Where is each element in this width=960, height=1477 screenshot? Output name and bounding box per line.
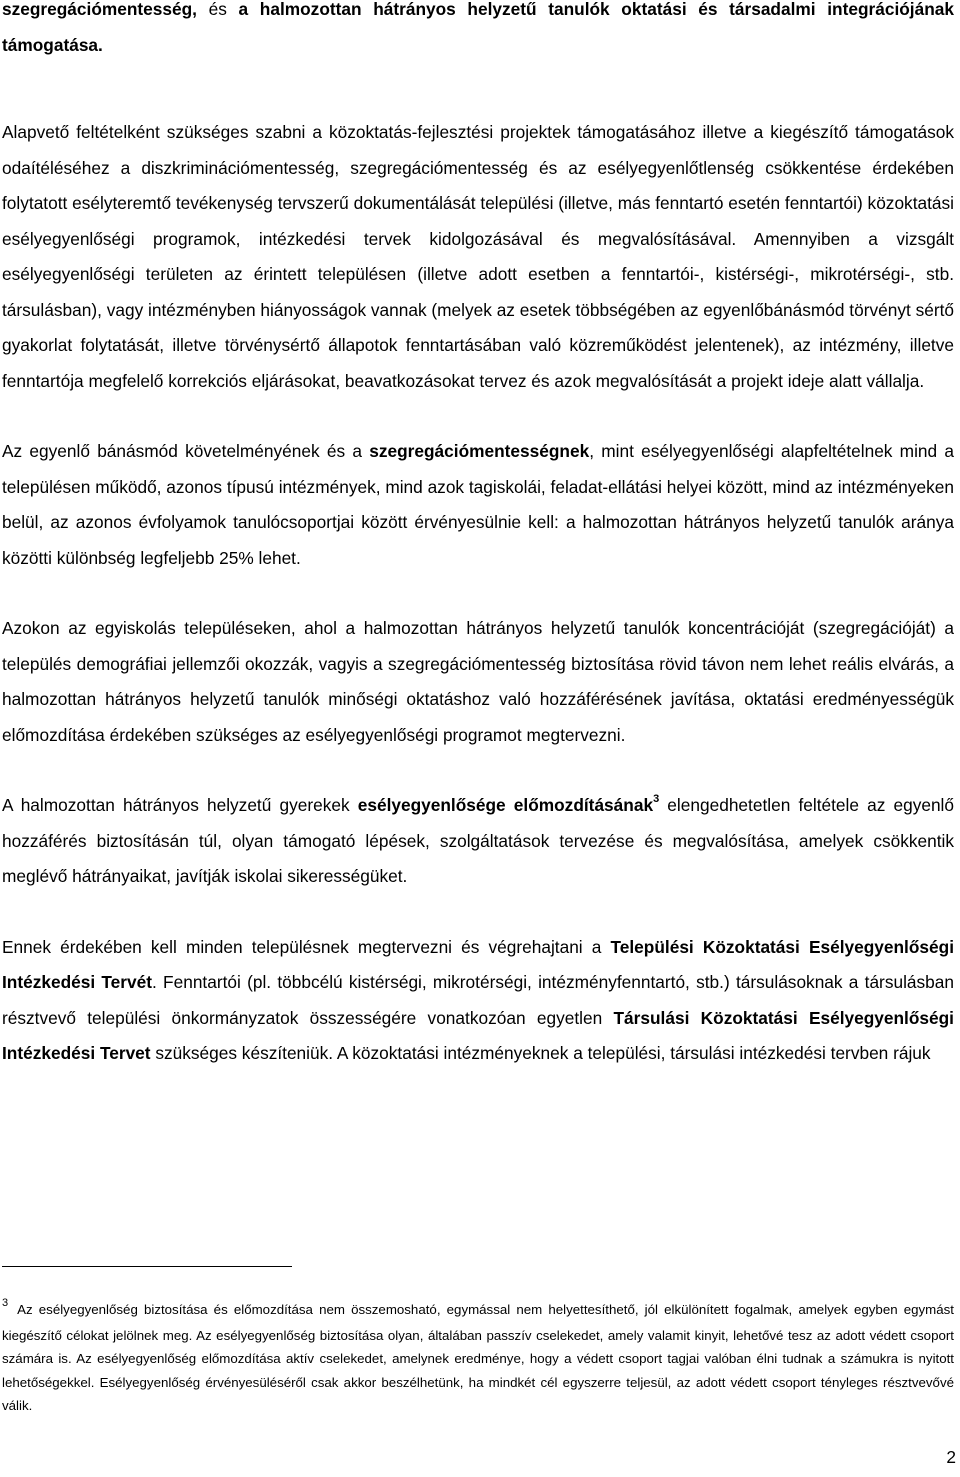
- paragraph-intro-tail: [2, 0, 954, 63]
- plain-text: szükséges készíteniük. A közoktatási intézményeknek a települési, társulási intézkedési tervben rájuk: [150, 1043, 931, 1063]
- footnote: [2, 1298, 954, 1418]
- paragraph-basic-conditions: Alapvető feltételként szükséges szabni a közoktatás-fejlesztési projektek támogatásához illetve a kiegészítő támogatások odaítéléséhez a diszkriminációmentesség, szegregációmentesség és az esélyegyenlőtlenség csökkentése érdekében folytatott esélyteremtő tevékenység tervszerű dokumentálását települési (illetve, más fenntartó esetén fenntartói) közoktatási esélyegyenlőségi programok, intézkedési tervek kidolgozásával és megvalósításával. Amennyiben a vizsgált esélyegyenlőségi területen az érintett településen (illetve adott esetben a fenntartói-, kistérségi-, mikrotérségi-, stb. társulásban), vagy intézményben hiányosságok vannak (melyek az esetek többségében az egyenlőbánásmód törvényt sértő gyakorlat folytatását, illetve törvénysértő állapotok fenntartásában való közreműködést jelentenek), az intézmény, illetve fenntartója megfelelő korrekciós eljárásokat, beavatkozásokat tervez és azok megvalósítását a projekt ideje alatt vállalja.: [2, 122, 954, 391]
- plain-text: Ennek érdekében kell minden településnek megtervezni és végrehajtani a: [2, 936, 611, 957]
- plain-text: elengedhetetlen feltétele az egyenlő hozzáférés biztosításán túl, olyan támogató lépések, szolgáltatások tervezése és megvalósítása, amelyek csökkentik meglévő hátrányaikat, javítják iskolai sikerességüket.: [2, 795, 955, 886]
- footnote-separator: [2, 1266, 292, 1267]
- paragraph-action-plan: [2, 930, 954, 1072]
- footnote-reference[interactable]: 3: [653, 793, 660, 806]
- paragraph-single-school-settlements: Azokon az egyiskolás településeken, ahol a halmozottan hátrányos helyzetű tanulók koncentrációját (szegregációját) a település demográfiai jellemzői okozzák, vagyis a szegregációmentesség biztosítása rövid távon nem lehet reális elvárás, a halmozottan hátrányos helyzetű tanulók minőségi oktatáshoz való hozzáférésének javítása, oktatási eredményességük előmozdítása érdekében szükséges az esélyegyenlőségi programot megtervezni.: [2, 618, 954, 745]
- page-number: 2: [946, 1447, 956, 1467]
- plain-text: . Fenntartói (pl. többcélú kistérségi, mikrotérségi, intézményfenntartó, stb.) társulásoknak a társulásban résztvevő települési önkormányzatok összességére vonatkozóan egyetlen: [2, 972, 954, 1028]
- footnote-text: Az esélyegyenlőség biztosítása és előmozdítása nem összemosható, egymással nem helyettesíthető, jól elkülönített fogalmak, amelyek egyben egymást kiegészítő célokat jelölnek meg. Az esélyegyenlőség biztosítása olyan, általában passzív cselekedet, amely valamit kinyit, lehetővé tesz az adott védett csoport számára is. Az esélyegyenlőség előmozdítása aktív cselekedet, amelynek eredménye, hogy a védett csoport tagjai valóban élni tudnak a számukra is nyitott lehetőségekkel. Esélyegyenlőség érvényesüléséről csak akkor beszélhetünk, ha mindkét cél egyszerre teljesül, az adott védett csoport tényleges résztvevővé válik.: [2, 1302, 954, 1413]
- paragraph-equal-treatment: [2, 434, 954, 576]
- document-page: [2, 0, 954, 1072]
- footnote-number: 3: [2, 1297, 9, 1309]
- bold-text: szegregációmentességnek: [369, 441, 590, 461]
- bold-text: Társulási Közoktatási Esélyegyenlőségi Intézkedési Tervet: [2, 1007, 954, 1063]
- plain-text: , mint esélyegyenlőségi alapfeltételnek mind a településen működő, azonos típusú intézmények, mind azok tagiskolái, feladat-ellátási helyei között, mind az intézményeken belül, az azonos évfolyamok tanulócsoportjai között érvényesülnie kell: a halmozottan hátrányos helyzetű tanulók aránya közötti különbség legfeljebb 25% lehet.: [2, 441, 955, 568]
- bold-text: a halmozottan hátrányos helyzetű tanulók oktatási és társadalmi integrációjának támogatása.: [2, 0, 954, 55]
- plain-text: Az egyenlő bánásmód követelményének és a: [2, 441, 370, 461]
- plain-text: A halmozottan hátrányos helyzetű gyerekek: [2, 795, 358, 815]
- bold-text: esélyegyenlősége előmozdításának: [357, 795, 654, 815]
- paragraph-promotion: [2, 788, 954, 895]
- bold-text: szegregációmentesség,: [2, 0, 197, 19]
- bold-text: Települési Közoktatási Esélyegyenlőségi Intézkedési Tervét: [2, 936, 954, 992]
- plain-text: és: [196, 0, 239, 19]
